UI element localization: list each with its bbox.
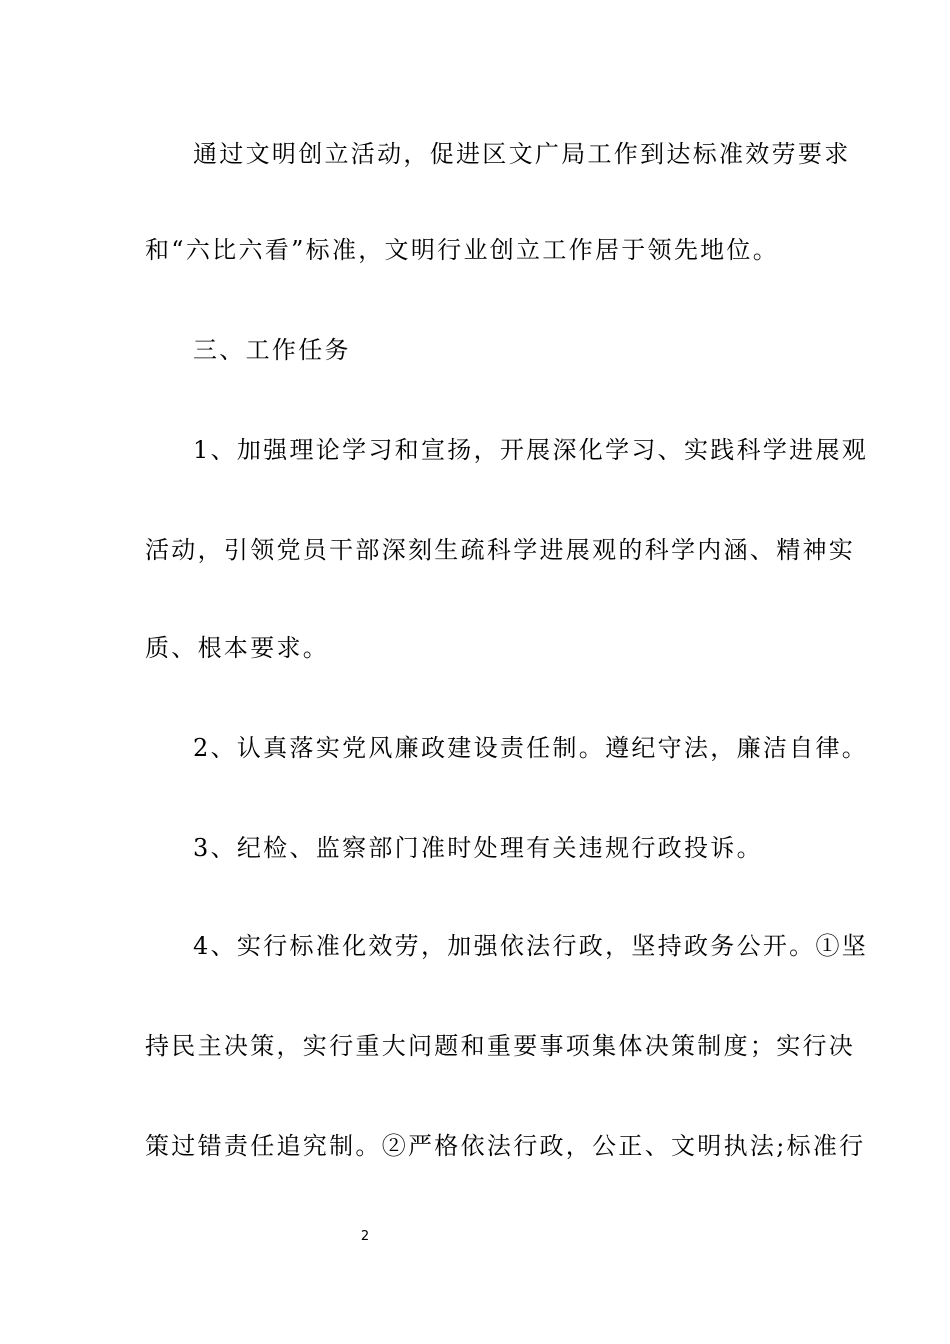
paragraph-line-7: 3、纪检、监察部门准时处理有关违规行政投诉。	[193, 834, 763, 862]
paragraph-line-4: 活动，引领党员干部深刻生疏科学进展观的科学内涵、精神实	[145, 536, 856, 564]
section-heading: 三、工作任务	[193, 336, 351, 364]
paragraph-line-5: 质、根本要求。	[145, 634, 330, 662]
paragraph-line-10: 策过错责任追究制。②严格依法行政，公正、文明执法;标准行	[145, 1132, 866, 1160]
paragraph-line-2: 和“六比六看”标准，文明行业创立工作居于领先地位。	[145, 236, 780, 264]
page-number: 2	[360, 1229, 370, 1244]
paragraph-line-8: 4、实行标准化效劳，加强依法行政，坚持政务公开。①坚	[193, 932, 869, 960]
paragraph-line-6: 2、认真落实党风廉政建设责任制。遵纪守法，廉洁自律。	[193, 734, 869, 762]
paragraph-line-9: 持民主决策，实行重大问题和重要事项集体决策制度；实行决	[145, 1032, 856, 1060]
paragraph-line-1: 通过文明创立活动，促进区文广局工作到达标准效劳要求	[193, 140, 851, 168]
paragraph-line-3: 1、加强理论学习和宣扬，开展深化学习、实践科学进展观	[193, 436, 869, 464]
